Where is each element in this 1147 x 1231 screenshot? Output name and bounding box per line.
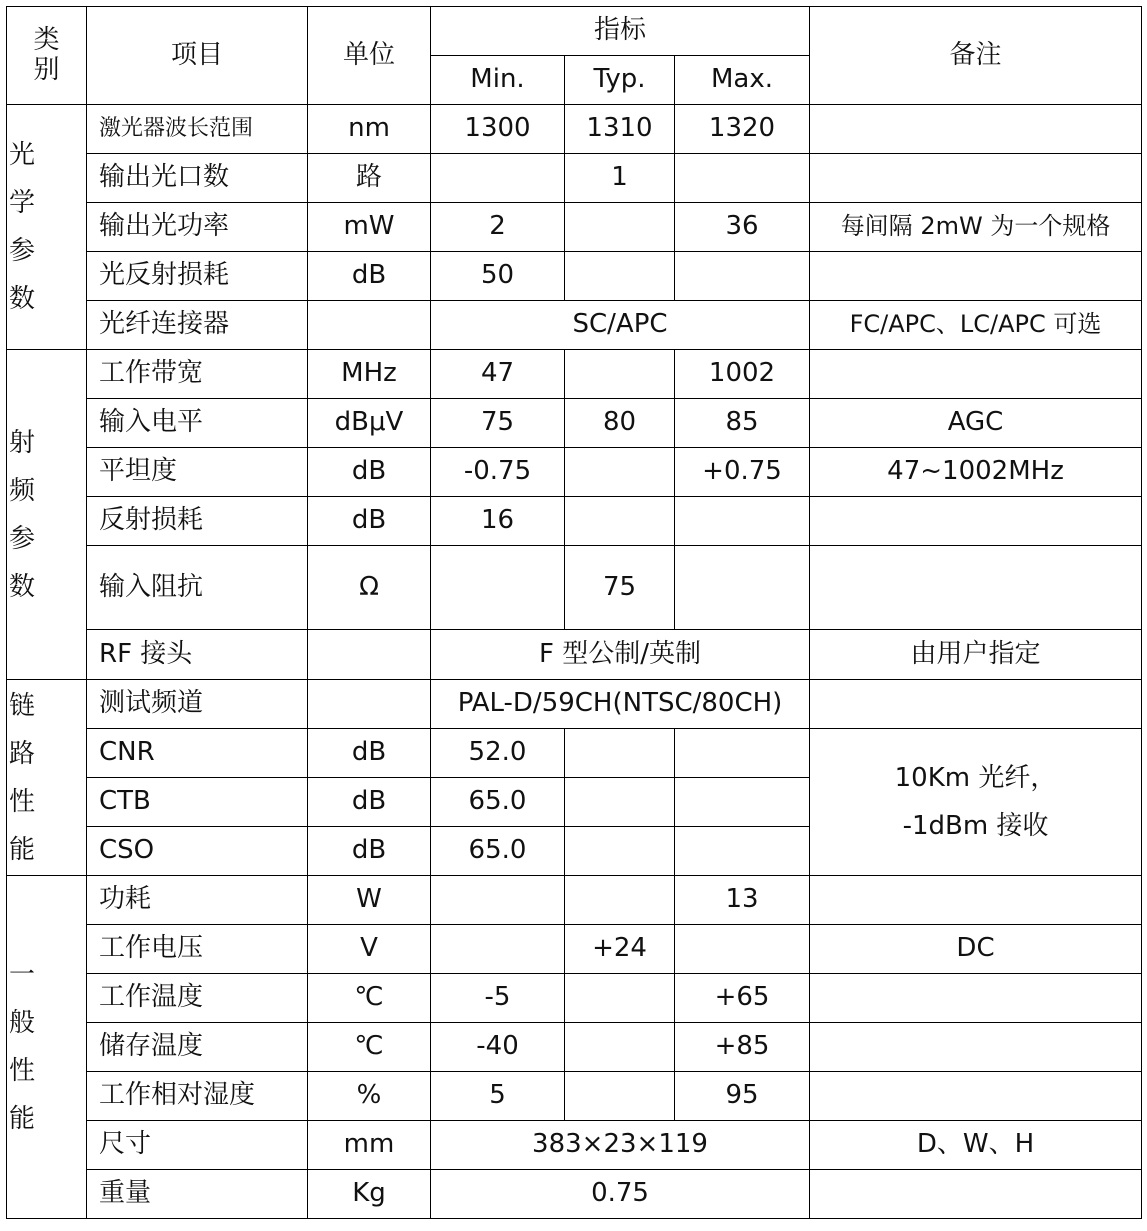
row-max (675, 546, 810, 630)
header-row (7, 7, 1142, 56)
row-unit: MHz (308, 350, 431, 399)
header-unit: 单位 (308, 7, 431, 105)
row-value: 383×23×119 (431, 1121, 810, 1170)
row-typ (565, 497, 675, 546)
row-item: CNR (87, 729, 308, 778)
row-remark (810, 974, 1142, 1023)
row-max (675, 252, 810, 301)
row-item: 工作相对湿度 (87, 1072, 308, 1121)
row-min: 50 (431, 252, 565, 301)
row-typ (565, 876, 675, 925)
row-item: 工作电压 (87, 925, 308, 974)
header-max: Max. (675, 56, 810, 105)
table-row (7, 448, 1142, 497)
row-remark: 由用户指定 (810, 630, 1142, 680)
header-remark: 备注 (810, 7, 1142, 105)
row-unit: 路 (308, 154, 431, 203)
row-item: 平坦度 (87, 448, 308, 497)
row-item: 激光器波长范围 (87, 105, 308, 154)
row-item: 光纤连接器 (87, 301, 308, 350)
section-link-label: 链路性能 (7, 680, 87, 876)
row-min: -40 (431, 1023, 565, 1072)
row-remark: AGC (810, 399, 1142, 448)
row-remark (810, 1072, 1142, 1121)
row-remark (810, 876, 1142, 925)
row-min (431, 876, 565, 925)
row-unit: % (308, 1072, 431, 1121)
row-unit: mW (308, 203, 431, 252)
row-value: F 型公制/英制 (431, 630, 810, 680)
row-min: 65.0 (431, 778, 565, 827)
table-row (7, 399, 1142, 448)
table-row (7, 729, 1142, 778)
row-typ: 80 (565, 399, 675, 448)
row-min: 47 (431, 350, 565, 399)
row-max: 1320 (675, 105, 810, 154)
row-min (431, 154, 565, 203)
row-max: +85 (675, 1023, 810, 1072)
row-unit: Kg (308, 1170, 431, 1219)
row-min: -5 (431, 974, 565, 1023)
row-min: 52.0 (431, 729, 565, 778)
row-typ (565, 1072, 675, 1121)
spec-table (6, 6, 1142, 1219)
row-unit: dB (308, 778, 431, 827)
row-min (431, 925, 565, 974)
row-min: 5 (431, 1072, 565, 1121)
header-spec: 指标 (431, 7, 810, 56)
row-item: 工作带宽 (87, 350, 308, 399)
row-min: 65.0 (431, 827, 565, 876)
row-max (675, 827, 810, 876)
row-unit: dB (308, 827, 431, 876)
row-max: 85 (675, 399, 810, 448)
link-remark (810, 729, 1142, 876)
row-item: 储存温度 (87, 1023, 308, 1072)
row-max: 36 (675, 203, 810, 252)
table-row (7, 1072, 1142, 1121)
row-typ: 1 (565, 154, 675, 203)
row-unit: dBμV (308, 399, 431, 448)
row-min: 16 (431, 497, 565, 546)
row-item: 光反射损耗 (87, 252, 308, 301)
row-unit: V (308, 925, 431, 974)
section-optical-label: 光学参数 (7, 105, 87, 350)
row-min: -0.75 (431, 448, 565, 497)
row-remark: 47~1002MHz (810, 448, 1142, 497)
row-max: 1002 (675, 350, 810, 399)
row-typ: 75 (565, 546, 675, 630)
row-unit: Ω (308, 546, 431, 630)
row-typ (565, 252, 675, 301)
table-row (7, 497, 1142, 546)
row-unit: dB (308, 252, 431, 301)
row-remark (810, 1023, 1142, 1072)
row-item: CSO (87, 827, 308, 876)
link-remark-line-2: -1dBm 接收 (902, 811, 1049, 841)
row-max: 95 (675, 1072, 810, 1121)
header-min: Min. (431, 56, 565, 105)
row-item: 输入电平 (87, 399, 308, 448)
row-item: 输出光功率 (87, 203, 308, 252)
row-value: SC/APC (431, 301, 810, 350)
row-remark (810, 680, 1142, 729)
table-row (7, 925, 1142, 974)
row-remark (810, 497, 1142, 546)
row-item: RF 接头 (87, 630, 308, 680)
row-remark (810, 1170, 1142, 1219)
row-item: 输入阻抗 (87, 546, 308, 630)
row-min: 75 (431, 399, 565, 448)
row-typ (565, 350, 675, 399)
table-row (7, 105, 1142, 154)
row-min (431, 546, 565, 630)
table-row (7, 1170, 1142, 1219)
table-row (7, 876, 1142, 925)
table-row (7, 546, 1142, 630)
header-category: 类别 (7, 7, 87, 105)
row-unit: mm (308, 1121, 431, 1170)
row-typ (565, 974, 675, 1023)
row-remark: FC/APC、LC/APC 可选 (810, 301, 1142, 350)
row-item: 反射损耗 (87, 497, 308, 546)
row-item: 测试频道 (87, 680, 308, 729)
row-unit (308, 680, 431, 729)
table-row (7, 1121, 1142, 1170)
row-max (675, 154, 810, 203)
row-item: 输出光口数 (87, 154, 308, 203)
row-typ (565, 1023, 675, 1072)
row-unit: nm (308, 105, 431, 154)
section-general-label: 一般性能 (7, 876, 87, 1219)
header-item: 项目 (87, 7, 308, 105)
row-item: 功耗 (87, 876, 308, 925)
row-remark: D、W、H (810, 1121, 1142, 1170)
row-remark (810, 154, 1142, 203)
table-row (7, 252, 1142, 301)
row-remark (810, 546, 1142, 630)
row-remark (810, 350, 1142, 399)
row-unit: dB (308, 497, 431, 546)
row-max (675, 497, 810, 546)
row-unit (308, 630, 431, 680)
row-max (675, 729, 810, 778)
table-row (7, 203, 1142, 252)
row-value: PAL-D/59CH(NTSC/80CH) (431, 680, 810, 729)
row-item: 尺寸 (87, 1121, 308, 1170)
row-typ (565, 729, 675, 778)
row-typ (565, 448, 675, 497)
row-min: 2 (431, 203, 565, 252)
row-value: 0.75 (431, 1170, 810, 1219)
row-typ: 1310 (565, 105, 675, 154)
row-item: CTB (87, 778, 308, 827)
row-max: 13 (675, 876, 810, 925)
table-row (7, 974, 1142, 1023)
table-row (7, 350, 1142, 399)
row-item: 工作温度 (87, 974, 308, 1023)
row-unit: dB (308, 448, 431, 497)
row-min: 1300 (431, 105, 565, 154)
table-row (7, 630, 1142, 680)
table-row (7, 1023, 1142, 1072)
row-remark (810, 105, 1142, 154)
row-typ (565, 203, 675, 252)
header-typ: Typ. (565, 56, 675, 105)
row-typ: +24 (565, 925, 675, 974)
row-max (675, 778, 810, 827)
section-rf-label: 射频参数 (7, 350, 87, 680)
row-remark: DC (810, 925, 1142, 974)
table-row (7, 680, 1142, 729)
table-row (7, 154, 1142, 203)
row-unit: ℃ (308, 974, 431, 1023)
row-unit (308, 301, 431, 350)
row-unit: dB (308, 729, 431, 778)
row-max (675, 925, 810, 974)
table-row (7, 301, 1142, 350)
row-typ (565, 827, 675, 876)
row-typ (565, 778, 675, 827)
row-remark (810, 252, 1142, 301)
row-item: 重量 (87, 1170, 308, 1219)
row-max: +0.75 (675, 448, 810, 497)
row-unit: W (308, 876, 431, 925)
row-max: +65 (675, 974, 810, 1023)
row-remark: 每间隔 2mW 为一个规格 (810, 203, 1142, 252)
link-remark-line-1: 10Km 光纤， (894, 763, 1057, 793)
row-unit: ℃ (308, 1023, 431, 1072)
